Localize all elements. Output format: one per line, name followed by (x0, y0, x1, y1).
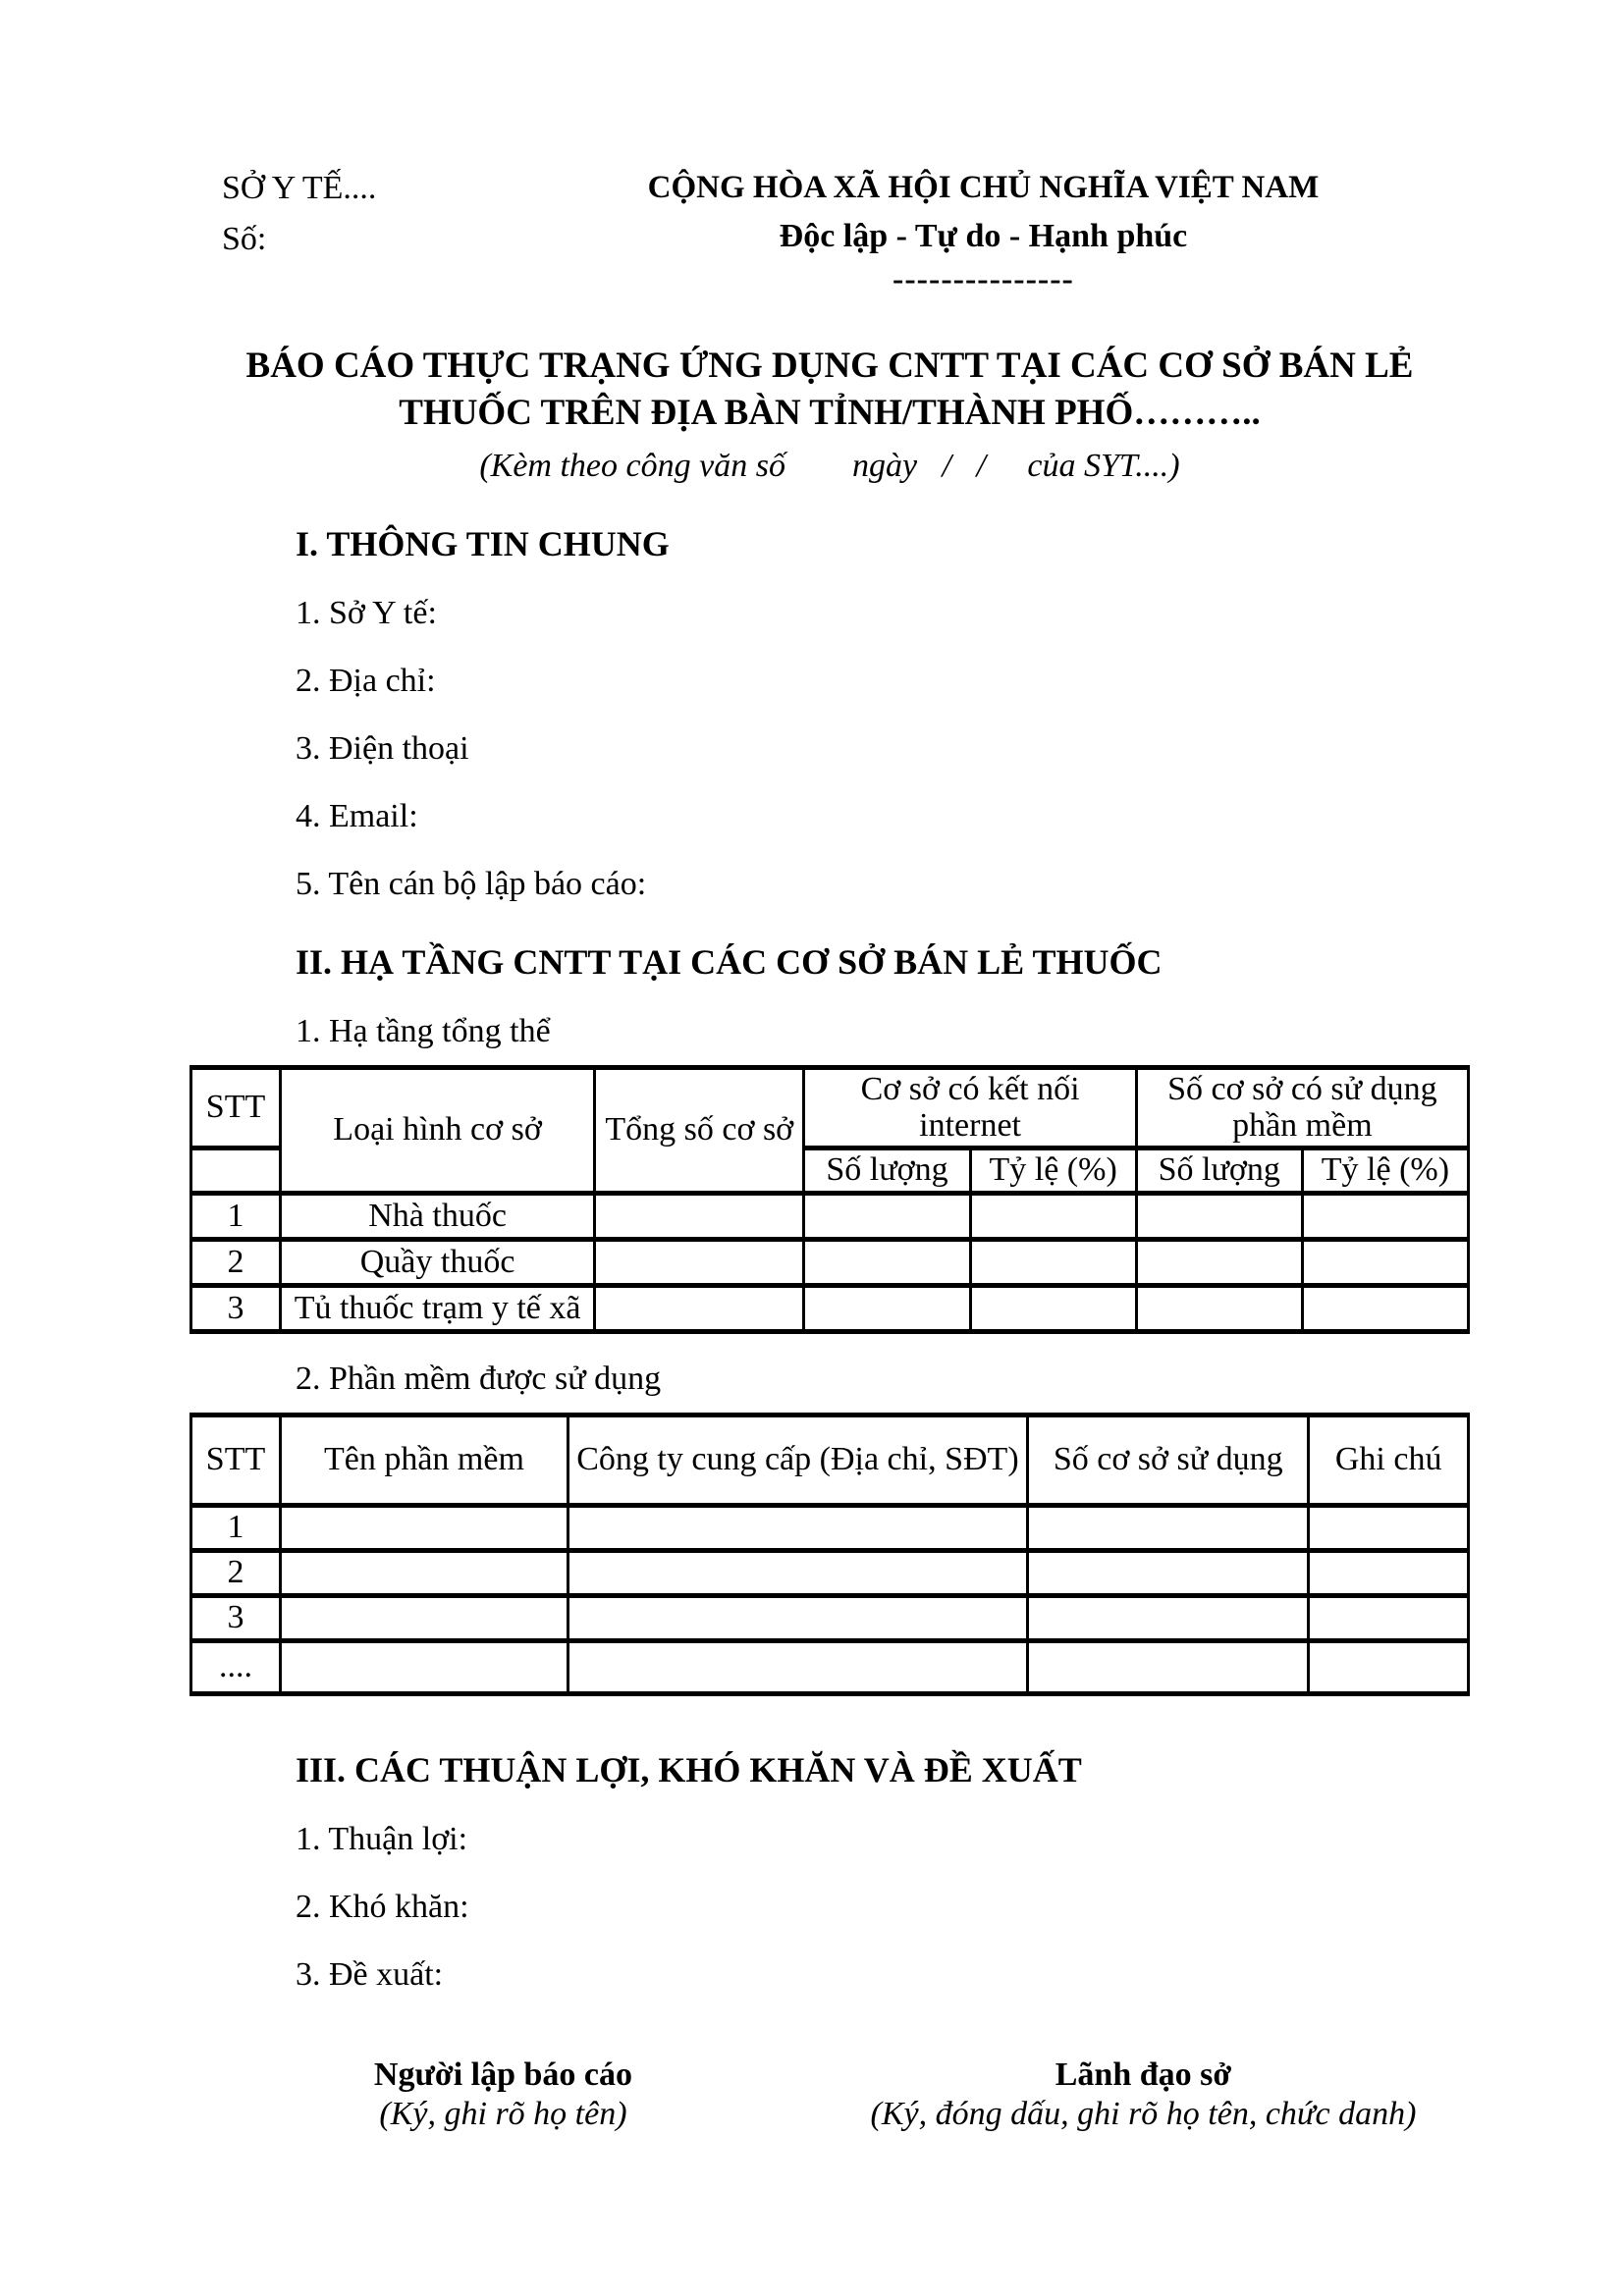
software-table (189, 1413, 1470, 1696)
row-number-cell: 3 (191, 1286, 281, 1332)
col-header-vendor: Công ty cung cấp (Địa chỉ, SĐT) (568, 1415, 1027, 1506)
table-row (191, 1506, 1469, 1551)
empty-cell (595, 1240, 804, 1286)
empty-cell (191, 1148, 281, 1194)
subsection-phan-mem-label: 2. Phần mềm được sử dụng (296, 1361, 662, 1398)
national-header (573, 169, 1393, 299)
table-header-row (191, 1068, 1469, 1148)
motto-divider: --------------- (893, 261, 1074, 298)
col-header-facility-type: Loại hình cơ sở (281, 1068, 595, 1194)
group-header-internet: Cơ sở có kết nối internet (804, 1068, 1136, 1148)
empty-cell (804, 1286, 970, 1332)
empty-cell (804, 1194, 970, 1240)
signature-title-director: Lãnh đạo sở (1055, 2056, 1232, 2094)
empty-cell (970, 1194, 1136, 1240)
col-header-facility-count: Số cơ sở sử dụng (1028, 1415, 1309, 1506)
signature-title-preparer: Người lập báo cáo (373, 2056, 633, 2094)
field-thuan-loi: 1. Thuận lợi: (296, 1820, 468, 1857)
empty-cell (1302, 1286, 1468, 1332)
empty-cell (568, 1596, 1027, 1641)
document-header (189, 169, 1470, 299)
field-ten-can-bo: 5. Tên cán bộ lập báo cáo: (296, 866, 647, 903)
title-line-2: THUỐC TRÊN ĐỊA BÀN TỈNH/THÀNH PHỐ……….. (399, 393, 1261, 434)
group-header-software: Số cơ sở có sử dụng phần mềm (1136, 1068, 1468, 1148)
row-number-cell: 1 (191, 1506, 281, 1551)
table-row (191, 1286, 1469, 1332)
section-iii-heading: III. CÁC THUẬN LỢI, KHÓ KHĂN VÀ ĐỀ XUẤT (296, 1750, 1082, 1790)
empty-cell (1302, 1194, 1468, 1240)
facility-type-cell: Quầy thuốc (281, 1240, 595, 1286)
row-number-cell: 2 (191, 1240, 281, 1286)
title-block (189, 343, 1470, 486)
empty-cell (804, 1240, 970, 1286)
empty-cell (1136, 1194, 1302, 1240)
empty-cell (1309, 1596, 1469, 1641)
empty-cell (1028, 1506, 1309, 1551)
col-header-notes: Ghi chú (1309, 1415, 1469, 1506)
signature-right (817, 2056, 1470, 2134)
empty-cell (1136, 1286, 1302, 1332)
empty-cell (281, 1596, 568, 1641)
section-ii-heading: II. HẠ TẦNG CNTT TẠI CÁC CƠ SỞ BÁN LẺ THUỐC (296, 942, 1163, 983)
empty-cell (281, 1506, 568, 1551)
row-number-cell: 2 (191, 1551, 281, 1596)
document-number: Số: (222, 221, 267, 258)
field-kho-khan: 2. Khó khăn: (296, 1888, 469, 1925)
section-i-heading: I. THÔNG TIN CHUNG (296, 524, 670, 564)
empty-cell (970, 1240, 1136, 1286)
field-email: 4. Email: (296, 798, 418, 835)
col-header-stt: STT (191, 1068, 281, 1148)
table-row (191, 1596, 1469, 1641)
document-title (189, 343, 1470, 437)
empty-cell (1309, 1551, 1469, 1596)
empty-cell (1302, 1240, 1468, 1286)
col-header-stt: STT (191, 1415, 281, 1506)
empty-cell (281, 1641, 568, 1694)
row-number-cell: .... (191, 1641, 281, 1694)
empty-cell (1309, 1641, 1469, 1694)
facility-type-cell: Tủ thuốc trạm y tế xã (281, 1286, 595, 1332)
empty-cell (1309, 1506, 1469, 1551)
empty-cell (595, 1194, 804, 1240)
empty-cell (568, 1641, 1027, 1694)
field-dia-chi: 2. Địa chỉ: (296, 663, 436, 700)
field-de-xuat: 3. Đề xuất: (296, 1956, 444, 1993)
empty-cell (1028, 1596, 1309, 1641)
col-header-software-name: Tên phần mềm (281, 1415, 568, 1506)
empty-cell (970, 1286, 1136, 1332)
subcol-header-software-ratio: Tỷ lệ (%) (1302, 1148, 1468, 1194)
table-header-row (191, 1415, 1469, 1506)
subcol-header-software-quantity: Số lượng (1136, 1148, 1302, 1194)
field-dien-thoai: 3. Điện thoại (296, 730, 469, 768)
empty-cell (568, 1506, 1027, 1551)
empty-cell (595, 1286, 804, 1332)
issuing-agency-block (189, 169, 573, 271)
empty-cell (1028, 1641, 1309, 1694)
field-so-y-te: 1. Sở Y tế: (296, 594, 437, 631)
signature-note-director: (Ký, đóng dấu, ghi rõ họ tên, chức danh) (870, 2096, 1417, 2133)
table-row (191, 1551, 1469, 1596)
subsection-ha-tang-label: 1. Hạ tầng tổng thể (296, 1012, 551, 1049)
empty-cell (568, 1551, 1027, 1596)
signature-block (189, 2056, 1470, 2134)
country-name: CỘNG HÒA XÃ HỘI CHỦ NGHĨA VIỆT NAM (647, 170, 1320, 205)
infrastructure-table (189, 1065, 1470, 1334)
row-number-cell: 3 (191, 1596, 281, 1641)
facility-type-cell: Nhà thuốc (281, 1194, 595, 1240)
title-line-1: BÁO CÁO THỰC TRẠNG ỨNG DỤNG CNTT TẠI CÁC CƠ SỞ BÁN LẺ (245, 346, 1414, 387)
subcol-header-internet-quantity: Số lượng (804, 1148, 970, 1194)
empty-cell (1028, 1551, 1309, 1596)
empty-cell (1136, 1240, 1302, 1286)
col-header-total-facilities: Tổng số cơ sở (595, 1068, 804, 1194)
issuing-agency: SỞ Y TẾ.... (222, 170, 377, 206)
table-row (191, 1641, 1469, 1694)
attachment-note: (Kèm theo công văn số ngày / / của SYT....) (479, 448, 1180, 485)
signature-note-preparer: (Ký, ghi rõ họ tên) (379, 2096, 627, 2133)
empty-cell (281, 1551, 568, 1596)
subcol-header-internet-ratio: Tỷ lệ (%) (970, 1148, 1136, 1194)
row-number-cell: 1 (191, 1194, 281, 1240)
table-row (191, 1240, 1469, 1286)
signature-left (189, 2056, 817, 2134)
table-row (191, 1194, 1469, 1240)
national-motto: Độc lập - Tự do - Hạnh phúc (779, 217, 1188, 254)
